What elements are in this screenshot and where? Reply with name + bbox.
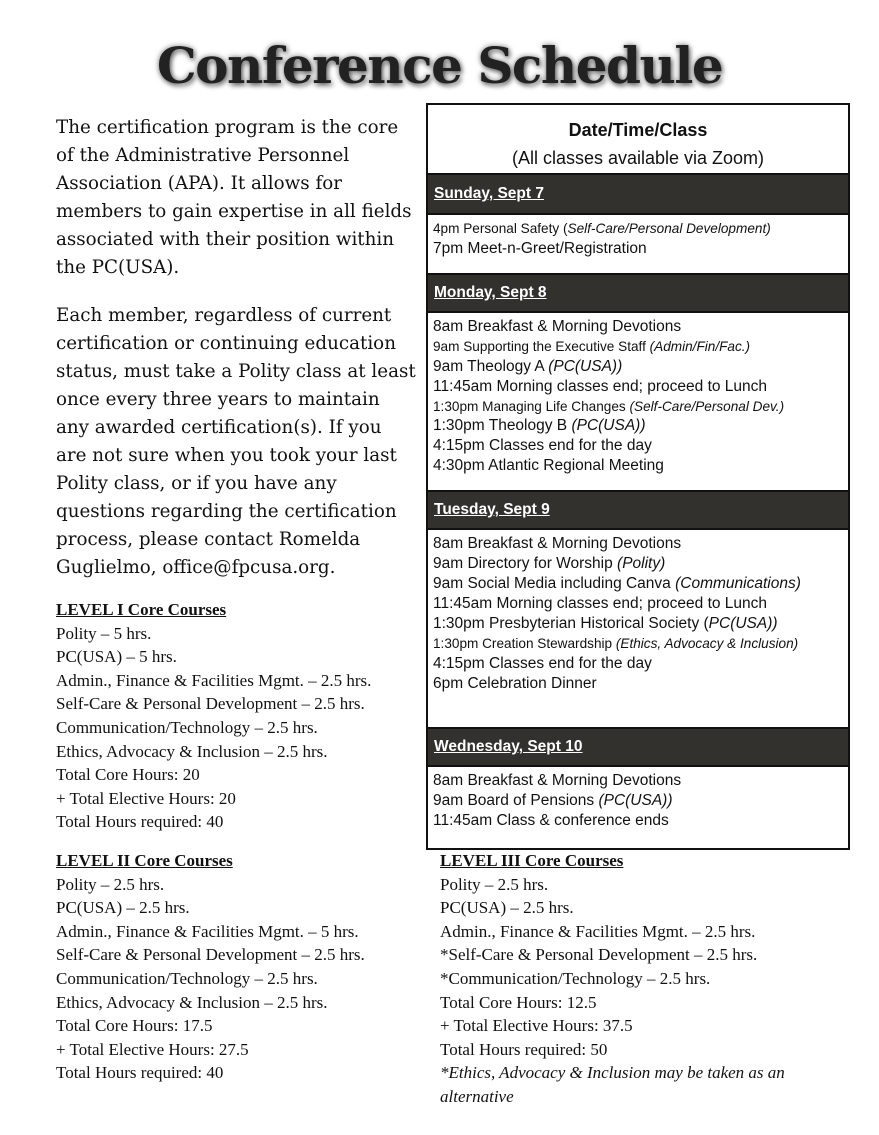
course-line: Communication/Technology – 2.5 hrs.	[56, 717, 318, 737]
schedule-item	[433, 654, 844, 674]
schedule-item	[433, 436, 844, 456]
item-text: 7pm Meet-n-Greet/Registration	[433, 239, 647, 257]
course-line: Self-Care & Personal Development – 2.5 hrs.	[56, 694, 365, 714]
page-title: Conference Schedule	[156, 36, 723, 95]
schedule-item	[433, 416, 844, 436]
intro-paragraph: The certification program is the core of the Administrative Personnel Association (APA). It allows for members to gain expertise in all fields associated with their position within the PC(USA).	[56, 117, 412, 278]
course-line: Total Hours required: 50	[440, 1039, 608, 1059]
day-header: Wednesday, Sept 10	[428, 729, 848, 767]
schedule-item	[433, 674, 844, 694]
item-category: (PC(USA))	[598, 792, 673, 809]
schedule-table	[426, 103, 850, 850]
item-text: 4:30pm Atlantic Regional Meeting	[433, 457, 664, 475]
item-category: Self-Care/Personal Development)	[567, 221, 771, 236]
course-line: Polity – 2.5 hrs.	[440, 874, 549, 894]
item-text: 6pm Celebration Dinner	[433, 674, 597, 692]
level-3-courses	[440, 849, 840, 1109]
schedule-item	[433, 456, 844, 476]
item-text: 11:45am Morning classes end; proceed to Lunch	[433, 595, 768, 612]
day-events	[428, 313, 848, 492]
course-line: Admin., Finance & Facilities Mgmt. – 2.5 hrs.	[56, 670, 372, 690]
item-text: 4:15pm Classes end for the day	[433, 437, 652, 455]
course-line: Polity – 5 hrs.	[56, 623, 152, 643]
course-line: PC(USA) – 2.5 hrs.	[56, 898, 190, 918]
day-events	[428, 215, 848, 275]
schedule-item	[433, 771, 844, 791]
day-events	[428, 767, 848, 848]
item-category: (Communications)	[675, 575, 801, 592]
course-line: Total Core Hours: 12.5	[440, 992, 597, 1012]
schedule-item	[433, 574, 844, 594]
course-line: Self-Care & Personal Development – 2.5 hrs.	[56, 945, 365, 965]
item-text: 8am Breakfast & Morning Devotions	[433, 772, 682, 789]
level-heading: LEVEL III Core Courses	[440, 851, 624, 870]
schedule-item	[433, 317, 844, 337]
item-category: (Polity)	[617, 555, 666, 572]
schedule-item	[433, 554, 844, 574]
course-line: + Total Elective Hours: 37.5	[440, 1016, 633, 1036]
item-text: 1:30pm Creation Stewardship	[433, 636, 616, 651]
course-line: PC(USA) – 5 hrs.	[56, 647, 177, 667]
level-heading: LEVEL II Core Courses	[56, 851, 233, 870]
item-text: 1:30pm Theology B	[433, 417, 572, 435]
intro-paragraph: Each member, regardless of current certification or continuing education status, must take a Polity class at least once every three years to maintain any awarded certification(s). If you are not sure when you took your last Polity class, or if you have any questions regarding the certification process, please contact Romelda Guglielmo, office@fpcusa.org.	[56, 305, 416, 578]
schedule-item	[433, 594, 844, 614]
course-line: Admin., Finance & Facilities Mgmt. – 5 hrs.	[56, 921, 359, 941]
schedule-item	[433, 634, 844, 654]
item-text: 11:45am Morning classes end; proceed to Lunch	[433, 377, 768, 395]
level-heading: LEVEL I Core Courses	[56, 600, 227, 619]
course-line: *Communication/Technology – 2.5 hrs.	[440, 968, 711, 988]
schedule-item	[433, 397, 844, 417]
item-category: (Self-Care/Personal Dev.)	[629, 398, 785, 414]
item-category: (Admin/Fin/Fac.)	[649, 339, 751, 354]
course-line: Polity – 2.5 hrs.	[56, 874, 165, 894]
course-line: Ethics, Advocacy & Inclusion – 2.5 hrs.	[56, 992, 328, 1012]
course-line: Communication/Technology – 2.5 hrs.	[56, 968, 318, 988]
course-line: Ethics, Advocacy & Inclusion – 2.5 hrs.	[56, 741, 328, 761]
item-text: 11:45am Class & conference ends	[433, 812, 669, 829]
day-header: Monday, Sept 8	[428, 275, 848, 313]
course-line: PC(USA) – 2.5 hrs.	[440, 898, 574, 918]
schedule-item	[433, 811, 844, 831]
schedule-item	[433, 239, 844, 259]
day-header: Tuesday, Sept 9	[428, 492, 848, 530]
item-text: 4pm Personal Safety (	[433, 221, 568, 236]
schedule-item	[433, 219, 844, 239]
course-line: Total Core Hours: 17.5	[56, 1016, 213, 1036]
item-category: (PC(USA))	[571, 417, 646, 435]
item-category: PC(USA))	[708, 615, 778, 632]
day-events	[428, 530, 848, 729]
schedule-item	[433, 614, 844, 634]
schedule-item	[433, 357, 844, 377]
schedule-item	[433, 377, 844, 397]
item-text: 9am Theology A	[433, 357, 549, 375]
schedule-item	[433, 791, 844, 811]
schedule-header	[428, 105, 848, 175]
item-text: 8am Breakfast & Morning Devotions	[433, 535, 682, 552]
item-text: 9am Board of Pensions	[433, 792, 599, 809]
schedule-subheading: (All classes available via Zoom)	[511, 148, 765, 168]
course-line: + Total Elective Hours: 27.5	[56, 1039, 249, 1059]
item-text: 1:30pm Presbyterian Historical Society (	[433, 615, 709, 632]
course-line: + Total Elective Hours: 20	[56, 788, 236, 808]
item-text: 9am Social Media including Canva	[433, 575, 676, 592]
course-line: Total Core Hours: 20	[56, 765, 200, 785]
schedule-heading: Date/Time/Class	[568, 120, 708, 140]
item-text: 1:30pm Managing Life Changes	[433, 398, 630, 414]
course-line: *Self-Care & Personal Development – 2.5 hrs.	[440, 945, 758, 965]
intro-text	[56, 114, 416, 602]
level-2-courses	[56, 849, 365, 1085]
item-category: (Ethics, Advocacy & Inclusion)	[615, 636, 799, 651]
schedule-item	[433, 534, 844, 554]
day-header: Sunday, Sept 7	[428, 175, 848, 215]
course-line: Admin., Finance & Facilities Mgmt. – 2.5 hrs.	[440, 921, 756, 941]
item-text: 9am Supporting the Executive Staff	[433, 339, 650, 354]
item-text: 9am Directory for Worship	[433, 555, 618, 572]
item-text: 8am Breakfast & Morning Devotions	[433, 318, 682, 335]
course-line: Total Hours required: 40	[56, 1063, 224, 1083]
course-line: Total Hours required: 40	[56, 812, 224, 832]
item-category: (PC(USA))	[548, 357, 623, 375]
schedule-item	[433, 337, 844, 357]
level-1-courses	[56, 598, 371, 834]
item-text: 4:15pm Classes end for the day	[433, 654, 652, 672]
level-note: *Ethics, Advocacy & Inclusion may be taken as an alternative	[440, 1063, 785, 1106]
